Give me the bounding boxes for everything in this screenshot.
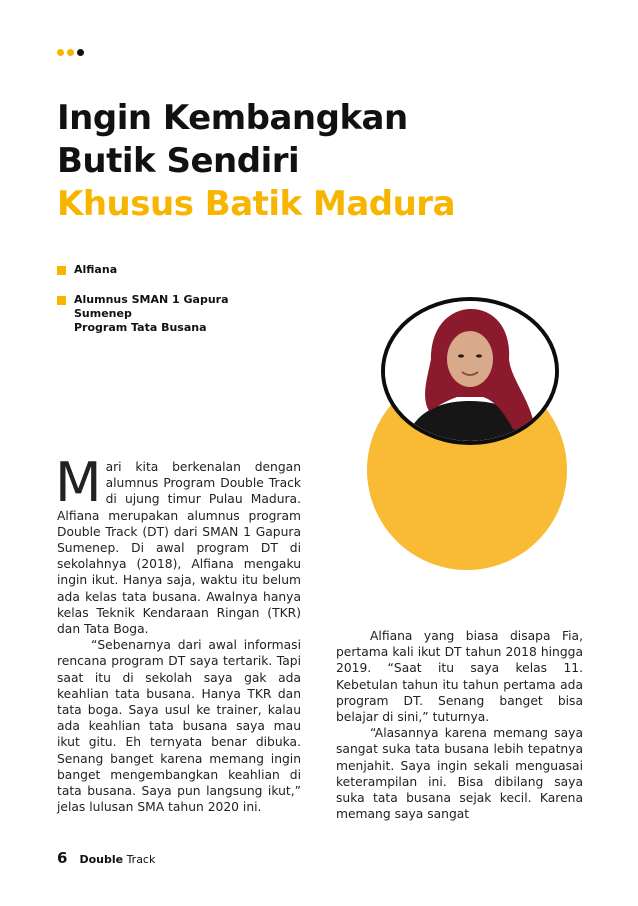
page-footer [57, 849, 155, 867]
school-line-3: Program Tata Busana [74, 321, 207, 334]
paragraph-3: Alfiana yang biasa disapa Fia, pertama kali ikut DT tahun 2018 hingga 2019. “Saat itu saya kelas 11. Kebetulan tahun itu tahun pertama ada program DT. Senang banget bisa belajar di sini,” tuturnya. [336, 629, 583, 725]
brand-bold: Double [79, 853, 124, 866]
bullet-square-icon [57, 296, 66, 305]
title-line-1: Ingin Kembangkan [57, 98, 408, 138]
dot-yellow-2 [67, 49, 74, 56]
author-meta [57, 263, 229, 351]
dot-yellow-1 [57, 49, 64, 56]
author-name: Alfiana [74, 263, 118, 276]
dots-ornament-icon [57, 49, 84, 56]
bullet-square-icon [57, 266, 66, 275]
paragraph-4: “Alasannya karena memang saya sangat suka tata busana lebih tepatnya menjahit. Saya ingin sekali menguasai keterampilan ini. Bisa dibilang saya suka tata busana sejak kecil. Karena memang saya sangat [336, 726, 583, 822]
meta-name [57, 263, 229, 277]
page-number: 6 [57, 849, 68, 867]
title-line-3: Khusus Batik Madura [57, 184, 456, 224]
dot-dark [77, 49, 84, 56]
portrait-illustration [385, 301, 555, 441]
paragraph-2: “Sebenarnya dari awal informasi rencana program DT saya tertarik. Tapi saat itu di sekolah saya gak ada keahlian tata busana. Hanya TKR dan tata boga. Saya usul ke trainer, kalau ada keahlian tata busana saya mau ikut gitu. Eh ternyata benar dibuka. Senang banget karena memang ingin banget mengembangkan keahlian di tata busana. Saya pun langsung ikut,” jelas lulusan SMA tahun 2020 ini. [57, 638, 301, 815]
paragraph-1 [55, 451, 301, 637]
publication-name [79, 853, 155, 866]
author-photo [381, 297, 559, 445]
title-line-2: Butik Sendiri [57, 141, 300, 181]
paragraph-1-text: ari kita berkenalan dengan alumnus Program Double Track di ujung timur Pulau Madura. Alfiana merupakan alumnus program Double Track (DT) dari SMAN 1 Gapura Sumenep. Di awal program DT di sekolahnya (2018), Alfiana mengaku ingin ikut. Hanya saja, waktu itu belum ada kelas tata busana. Awalnya hanya kelas Teknik Kendaraan Ringan (TKR) dan Tata Boga. [57, 460, 301, 637]
article-column-right [336, 628, 583, 822]
dropcap: M [55, 451, 102, 514]
brand-rest: Track [126, 853, 156, 866]
school-line-2: Sumenep [74, 307, 132, 320]
article-column-left [55, 451, 301, 815]
article-title [57, 97, 455, 226]
meta-school [57, 293, 229, 335]
school-line-1: Alumnus SMAN 1 Gapura [74, 293, 229, 306]
